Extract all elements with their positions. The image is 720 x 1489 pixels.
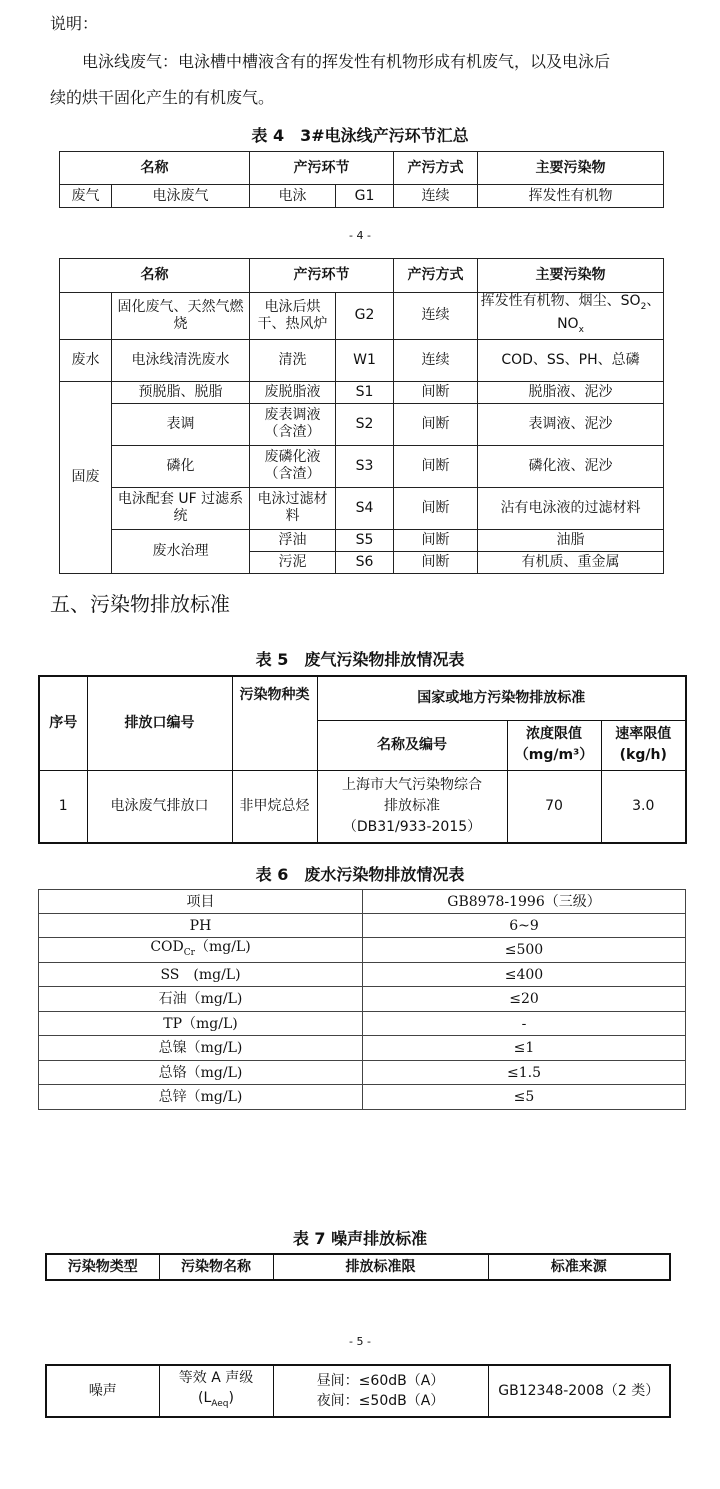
table7-continued (45, 1364, 671, 1418)
std-line2: 排放标准 (384, 797, 440, 814)
table4-cell-pollutants: 挥发性有机物 (478, 185, 664, 208)
table7-header-limit: 排放标准限 (273, 1254, 488, 1280)
table6-item-zn: 总锌（mg/L) (39, 1085, 363, 1110)
table6-value-ni: ≤1 (363, 1036, 686, 1061)
rate-unit: (kg/h) (619, 747, 667, 763)
table6-header-standard: GB8978-1996（三级） (363, 890, 686, 914)
table6-value-tp: - (363, 1012, 686, 1036)
intro-paragraph-line2: 续的烘干固化产生的有机废气。 (50, 88, 275, 107)
table4c-s6-mode: 间断 (394, 551, 478, 573)
table6-item-tp: TP（mg/L) (39, 1012, 363, 1036)
table4c-w1-code: W1 (336, 339, 394, 381)
cod-label: COD (150, 939, 184, 956)
table5-row-rate: 3.0 (601, 770, 686, 843)
table6-value-oil: ≤20 (363, 987, 686, 1012)
table5 (38, 675, 687, 844)
limit-day: 昼间：≤60dB（A） (316, 1373, 445, 1389)
table6-value-zn: ≤5 (363, 1085, 686, 1110)
table4c-s3-stage: 废磷化液（含渣） (250, 445, 336, 487)
table4c-s1-code: S1 (336, 381, 394, 403)
g2-pollutants-b: NO (557, 315, 579, 332)
table4c-s3-name: 磷化 (112, 445, 250, 487)
table4c-s4-pollutants: 沾有电泳液的过滤材料 (478, 487, 664, 529)
table6-caption: 表 6 废水污染物排放情况表 (255, 865, 465, 884)
note-label: 说明： (50, 14, 99, 33)
table4c-header-mode: 产污方式 (394, 259, 478, 293)
limit-night: 夜间：≤50dB（A） (316, 1393, 445, 1409)
table4-cell-mode: 连续 (394, 185, 478, 208)
name-line2a: (L (198, 1390, 212, 1407)
table5-row-standard (317, 770, 507, 843)
table5-row-pollutant: 非甲烷总烃 (232, 770, 317, 843)
table7c-type: 噪声 (46, 1365, 159, 1417)
table4-continued (59, 258, 664, 574)
table4-cell-category: 废气 (60, 185, 112, 208)
conc-label: 浓度限值 (526, 726, 582, 742)
table7-header-source: 标准来源 (488, 1254, 670, 1280)
table4c-s3-pollutants: 磷化液、泥沙 (478, 445, 664, 487)
std-line3: （DB31/933-2015） (342, 818, 482, 835)
table4-caption: 表 4 3#电泳线产污环节汇总 (251, 126, 469, 145)
table4c-w1-name: 电泳线清洗废水 (112, 339, 250, 381)
table4c-cell-empty (60, 293, 112, 340)
cod-unit: （mg/L) (194, 939, 251, 956)
table7-header-name: 污染物名称 (159, 1254, 273, 1280)
table6-value-cr: ≤1.5 (363, 1061, 686, 1085)
table5-caption: 表 5 废气污染物排放情况表 (255, 650, 465, 669)
table4-cell-name: 电泳废气 (112, 185, 250, 208)
table5-row-outlet: 电泳废气排放口 (87, 770, 232, 843)
table6-item-ss: SS (mg/L) (39, 963, 363, 987)
table4-header-pollutants: 主要污染物 (478, 152, 664, 185)
conc-unit: （mg/m³） (514, 747, 594, 763)
table7-header-type: 污染物类型 (46, 1254, 159, 1280)
intro-paragraph-line1: 电泳线废气：电泳槽中槽液含有的挥发性有机物形成有机废气，以及电泳后 (82, 52, 611, 71)
table4c-s2-code: S2 (336, 403, 394, 445)
table4c-s2-pollutants: 表调液、泥沙 (478, 403, 664, 445)
table4c-s6-stage: 污泥 (250, 551, 336, 573)
table4-header-mode: 产污方式 (394, 152, 478, 185)
table6-item-oil: 石油（mg/L) (39, 987, 363, 1012)
table7 (45, 1253, 671, 1281)
table4c-w1-mode: 连续 (394, 339, 478, 381)
table6-value-ss: ≤400 (363, 963, 686, 987)
table4c-s5-code: S5 (336, 529, 394, 551)
table4c-s4-code: S4 (336, 487, 394, 529)
table4c-w1-category: 废水 (60, 339, 112, 381)
table6-item-ph: PH (39, 914, 363, 938)
table4c-g2-stage: 电泳后烘干、热风炉 (250, 293, 336, 340)
name-line1: 等效 A 声级 (178, 1370, 254, 1387)
table5-header-pollutant: 污染物种类 (232, 676, 317, 770)
table4c-s5-stage: 浮油 (250, 529, 336, 551)
table5-header-outlet: 排放口编号 (87, 676, 232, 770)
table4c-s5-pollutants: 油脂 (478, 529, 664, 551)
g2-pollutants-a: 挥发性有机物、烟尘、SO (480, 293, 641, 309)
table5-header-standard: 国家或地方污染物排放标准 (317, 676, 686, 720)
name-line2sub: Aeq (211, 1398, 229, 1409)
table4c-solid-category: 固废 (60, 381, 112, 573)
table4c-s2-name: 表调 (112, 403, 250, 445)
table5-header-seq: 序号 (39, 676, 87, 770)
table5-row-conc: 70 (507, 770, 601, 843)
table7c-name (159, 1365, 273, 1417)
table4c-s4-name: 电泳配套 UF 过滤系统 (112, 487, 250, 529)
table6 (38, 889, 686, 1110)
table4c-s3-code: S3 (336, 445, 394, 487)
table4c-g2-code: G2 (336, 293, 394, 340)
table4-cell-code: G1 (336, 185, 394, 208)
table4c-g2-name: 固化废气、天然气燃烧 (112, 293, 250, 340)
table4c-s1-name: 预脱脂、脱脂 (112, 381, 250, 403)
rate-label: 速率限值 (615, 726, 672, 742)
table4c-s3-mode: 间断 (394, 445, 478, 487)
section5-heading: 五、污染物排放标准 (50, 592, 230, 616)
table4c-header-pollutants: 主要污染物 (478, 259, 664, 293)
page-number-4: - 4 - (349, 229, 371, 242)
cod-sub: Cr (183, 947, 195, 958)
table5-row-seq: 1 (39, 770, 87, 843)
std-line1: 上海市大气污染物综合 (342, 776, 482, 793)
table4c-g2-pollutants: 挥发性有机物、烟尘、$SO_2$、 $NO_x$ (478, 293, 664, 340)
table4c-s6-code: S6 (336, 551, 394, 573)
table6-header-item: 项目 (39, 890, 363, 914)
table7-caption: 表 7 噪声排放标准 (292, 1229, 428, 1248)
table4c-s4-stage: 电泳过滤材料 (250, 487, 336, 529)
table6-item-cod (39, 938, 363, 963)
name-line2b: ) (228, 1390, 234, 1407)
table4c-s6-pollutants: 有机质、重金属 (478, 551, 664, 573)
table4c-s1-stage: 废脱脂液 (250, 381, 336, 403)
table4c-s2-mode: 间断 (394, 403, 478, 445)
table4c-s4-mode: 间断 (394, 487, 478, 529)
table7c-limit (273, 1365, 488, 1417)
table6-value-cod: ≤500 (363, 938, 686, 963)
table4c-s5-mode: 间断 (394, 529, 478, 551)
table4c-s1-pollutants: 脱脂液、泥沙 (478, 381, 664, 403)
table7c-source: GB12348-2008（2 类） (488, 1365, 670, 1417)
table4c-g2-mode: 连续 (394, 293, 478, 340)
table6-item-cr: 总铬（mg/L) (39, 1061, 363, 1085)
table6-value-ph: 6~9 (363, 914, 686, 938)
table5-header-rate (601, 720, 686, 770)
table4 (59, 151, 664, 208)
table4c-header-stage: 产污环节 (250, 259, 394, 293)
table4c-w1-stage: 清洗 (250, 339, 336, 381)
table5-header-std-name: 名称及编号 (317, 720, 507, 770)
table4c-s5-name: 废水治理 (112, 529, 250, 573)
table4c-header-name: 名称 (60, 259, 250, 293)
table4-header-name: 名称 (60, 152, 250, 185)
table4c-s2-stage: 废表调液（含渣） (250, 403, 336, 445)
table4-header-stage: 产污环节 (250, 152, 394, 185)
table4c-w1-pollutants: COD、SS、PH、总磷 (478, 339, 664, 381)
table6-item-ni: 总镍（mg/L) (39, 1036, 363, 1061)
table4c-s1-mode: 间断 (394, 381, 478, 403)
table4-cell-stage: 电泳 (250, 185, 336, 208)
table5-header-conc (507, 720, 601, 770)
page-number-5: - 5 - (349, 1335, 371, 1348)
